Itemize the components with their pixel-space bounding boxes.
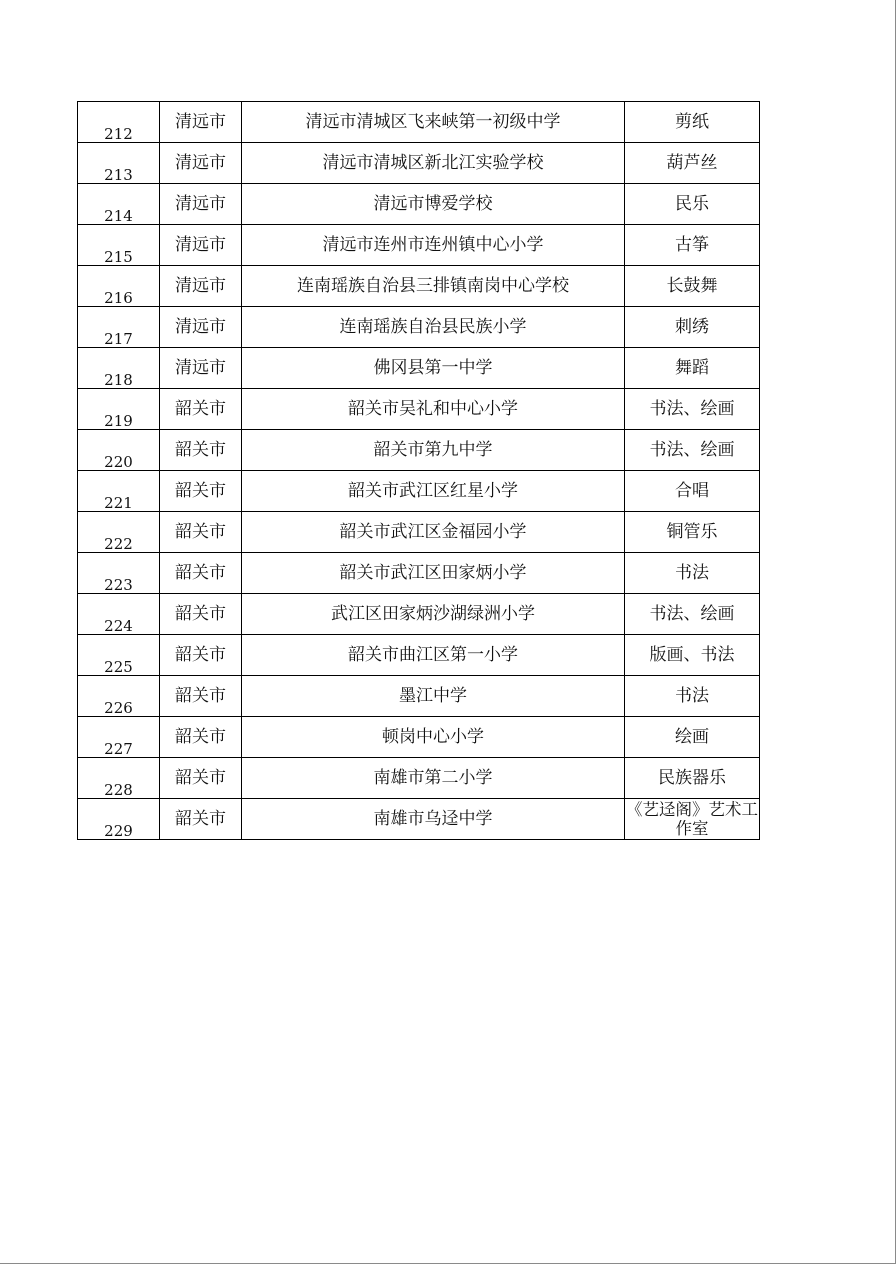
project-cell: 铜管乐 — [625, 512, 760, 553]
school-name-cell: 韶关市曲江区第一小学 — [242, 635, 625, 676]
city-cell: 韶关市 — [160, 635, 242, 676]
school-name-cell: 清远市连州市连州镇中心小学 — [242, 225, 625, 266]
table-row — [78, 758, 760, 799]
table-row — [78, 102, 760, 143]
table-row — [78, 266, 760, 307]
table-row — [78, 225, 760, 266]
row-number-cell — [78, 184, 160, 225]
row-number: 215 — [104, 248, 133, 266]
row-number-cell — [78, 512, 160, 553]
project-cell: 剪纸 — [625, 102, 760, 143]
school-name-cell: 清远市清城区新北江实验学校 — [242, 143, 625, 184]
row-number: 225 — [104, 658, 133, 676]
city-cell: 韶关市 — [160, 717, 242, 758]
row-number-cell — [78, 799, 160, 840]
city-cell: 韶关市 — [160, 799, 242, 840]
school-name-cell: 韶关市吴礼和中心小学 — [242, 389, 625, 430]
project-cell: 刺绣 — [625, 307, 760, 348]
city-cell: 韶关市 — [160, 471, 242, 512]
school-list-table — [77, 101, 760, 840]
school-name-cell: 顿岗中心小学 — [242, 717, 625, 758]
school-name-cell: 连南瑶族自治县三排镇南岗中心学校 — [242, 266, 625, 307]
project-cell: 书法、绘画 — [625, 430, 760, 471]
project-cell: 古筝 — [625, 225, 760, 266]
city-cell: 韶关市 — [160, 594, 242, 635]
table-row — [78, 143, 760, 184]
row-number-cell — [78, 553, 160, 594]
row-number: 224 — [104, 617, 133, 635]
school-name-cell: 韶关市武江区金福园小学 — [242, 512, 625, 553]
row-number: 217 — [104, 330, 133, 348]
table-row — [78, 471, 760, 512]
school-name-cell: 韶关市武江区田家炳小学 — [242, 553, 625, 594]
school-name-cell: 武江区田家炳沙湖绿洲小学 — [242, 594, 625, 635]
city-cell: 韶关市 — [160, 389, 242, 430]
row-number-cell — [78, 348, 160, 389]
school-name-cell: 南雄市乌迳中学 — [242, 799, 625, 840]
city-cell: 韶关市 — [160, 553, 242, 594]
city-cell: 清远市 — [160, 184, 242, 225]
row-number-cell — [78, 102, 160, 143]
project-cell: 《艺迳阁》艺术工作室 — [626, 800, 758, 838]
row-number: 227 — [104, 740, 133, 758]
school-name-cell: 墨江中学 — [242, 676, 625, 717]
project-cell: 书法、绘画 — [625, 389, 760, 430]
table-row — [78, 594, 760, 635]
row-number: 214 — [104, 207, 133, 225]
school-name-cell: 清远市博爱学校 — [242, 184, 625, 225]
table-row — [78, 717, 760, 758]
city-cell: 清远市 — [160, 143, 242, 184]
table-row — [78, 512, 760, 553]
row-number: 218 — [104, 371, 133, 389]
row-number-cell — [78, 471, 160, 512]
row-number-cell — [78, 676, 160, 717]
row-number: 220 — [104, 453, 133, 471]
city-cell: 清远市 — [160, 266, 242, 307]
row-number-cell — [78, 143, 160, 184]
row-number: 219 — [104, 412, 133, 430]
row-number: 213 — [104, 166, 133, 184]
school-name-cell: 韶关市武江区红星小学 — [242, 471, 625, 512]
row-number: 226 — [104, 699, 133, 717]
project-cell: 书法 — [625, 553, 760, 594]
project-cell: 版画、书法 — [625, 635, 760, 676]
city-cell: 韶关市 — [160, 676, 242, 717]
table-row — [78, 389, 760, 430]
project-cell: 绘画 — [625, 717, 760, 758]
city-cell: 韶关市 — [160, 430, 242, 471]
project-cell: 民族器乐 — [625, 758, 760, 799]
row-number-cell — [78, 307, 160, 348]
school-name-cell: 佛冈县第一中学 — [242, 348, 625, 389]
city-cell: 韶关市 — [160, 512, 242, 553]
row-number-cell — [78, 430, 160, 471]
row-number: 229 — [104, 822, 133, 840]
project-cell: 书法 — [625, 676, 760, 717]
city-cell: 清远市 — [160, 102, 242, 143]
city-cell: 清远市 — [160, 307, 242, 348]
project-cell: 合唱 — [625, 471, 760, 512]
row-number-cell — [78, 389, 160, 430]
table-row — [78, 799, 760, 840]
project-cell: 舞蹈 — [625, 348, 760, 389]
table-row — [78, 348, 760, 389]
project-cell: 长鼓舞 — [625, 266, 760, 307]
row-number-cell — [78, 266, 160, 307]
table-row — [78, 553, 760, 594]
row-number: 212 — [104, 125, 133, 143]
table-row — [78, 676, 760, 717]
row-number: 216 — [104, 289, 133, 307]
table-row — [78, 307, 760, 348]
school-name-cell: 韶关市第九中学 — [242, 430, 625, 471]
city-cell: 清远市 — [160, 225, 242, 266]
school-name-cell: 连南瑶族自治县民族小学 — [242, 307, 625, 348]
table-row — [78, 430, 760, 471]
table-row — [78, 635, 760, 676]
row-number: 223 — [104, 576, 133, 594]
school-name-cell: 南雄市第二小学 — [242, 758, 625, 799]
row-number-cell — [78, 717, 160, 758]
row-number-cell — [78, 635, 160, 676]
row-number-cell — [78, 594, 160, 635]
school-name-cell: 清远市清城区飞来峡第一初级中学 — [242, 102, 625, 143]
project-cell: 书法、绘画 — [625, 594, 760, 635]
row-number: 221 — [104, 494, 133, 512]
row-number-cell — [78, 225, 160, 266]
table-body — [78, 102, 760, 840]
row-number: 222 — [104, 535, 133, 553]
row-number-cell — [78, 758, 160, 799]
row-number: 228 — [104, 781, 133, 799]
city-cell: 清远市 — [160, 348, 242, 389]
city-cell: 韶关市 — [160, 758, 242, 799]
project-cell: 民乐 — [625, 184, 760, 225]
table-row — [78, 184, 760, 225]
project-cell: 葫芦丝 — [625, 143, 760, 184]
